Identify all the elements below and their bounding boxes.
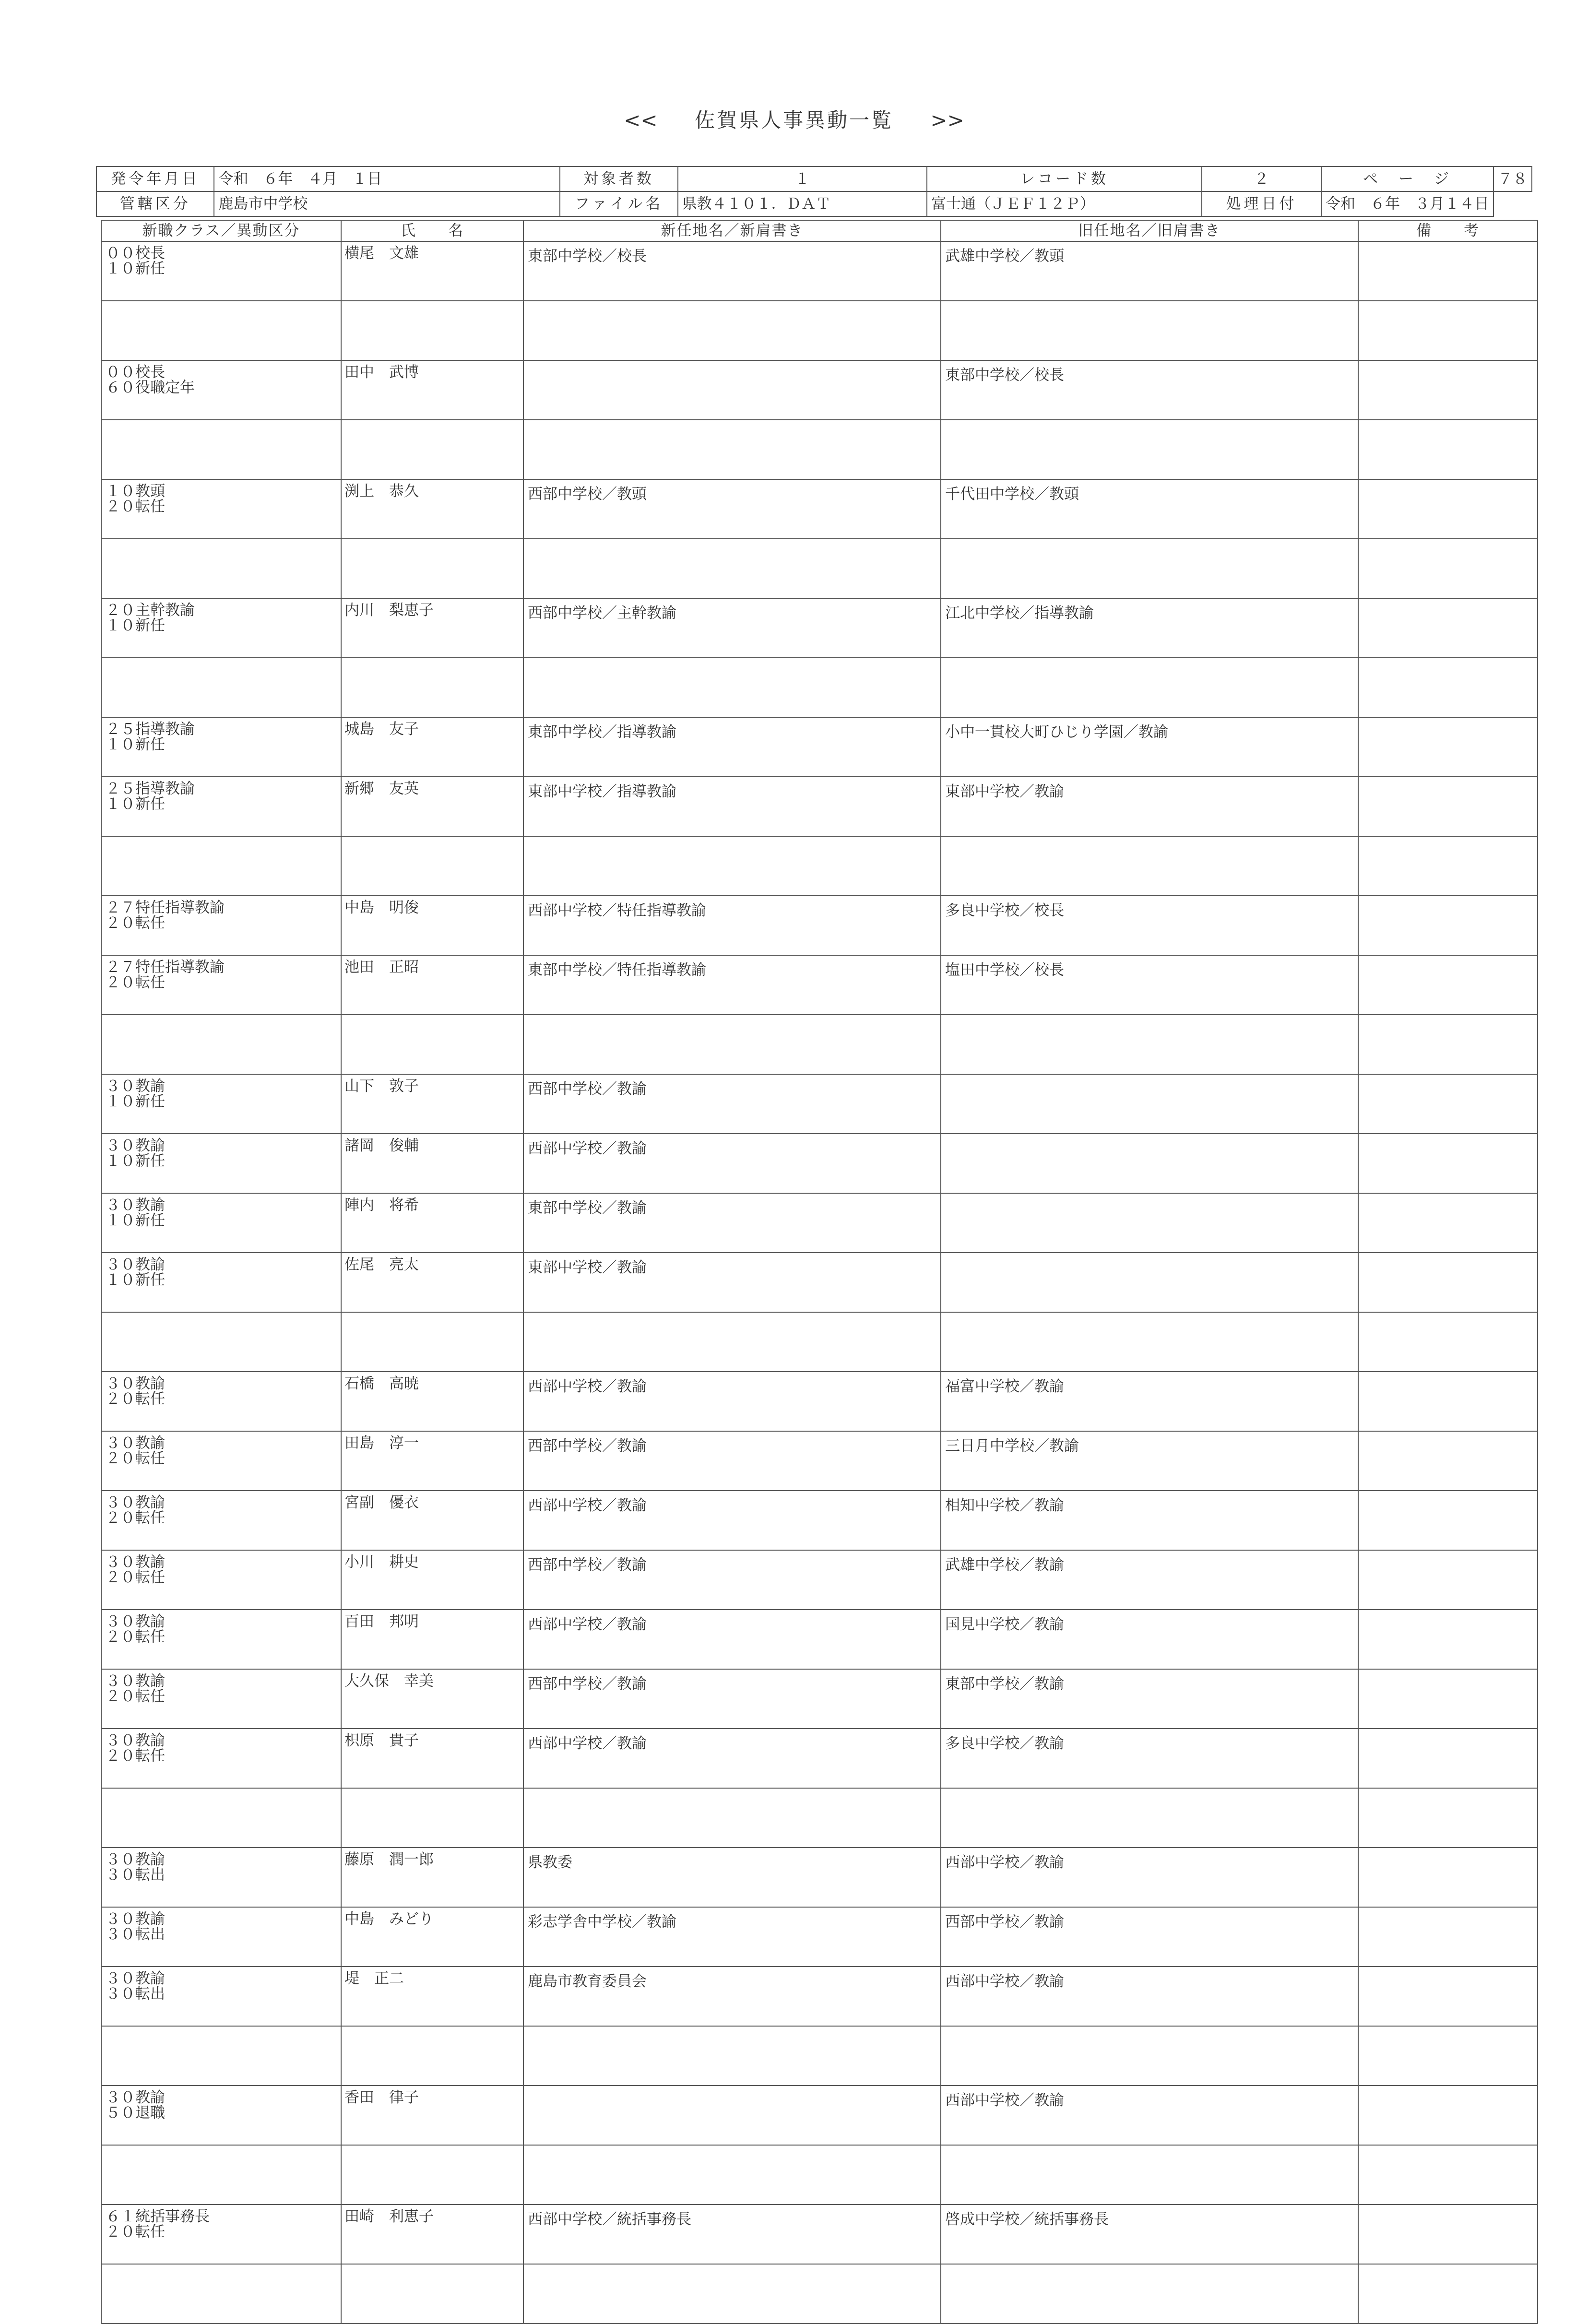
job-class: ２７特任指導教諭 [106, 959, 225, 976]
transfer-type: ２０転任 [106, 1450, 165, 1467]
old-post-cell [941, 301, 1358, 360]
name-cell: 田崎 利恵子 [341, 2205, 523, 2264]
remarks-cell [1358, 1550, 1538, 1610]
new-post-cell: 彩志学舎中学校／教諭 [523, 1907, 941, 1967]
remarks-cell [1358, 1074, 1538, 1134]
table-row [101, 1431, 1538, 1491]
process-date-value: 令和 ６年 ３月１４日 [1321, 191, 1493, 216]
class-cell [101, 360, 341, 420]
class-cell [101, 1669, 341, 1729]
job-class: １０教頭 [106, 483, 165, 500]
new-post-cell [523, 836, 941, 896]
header-info-table [96, 166, 1532, 217]
table-row [101, 658, 1538, 717]
job-class: ３０教諭 [106, 1672, 165, 1690]
remarks-cell [1358, 777, 1538, 836]
old-post-cell [941, 1134, 1358, 1193]
class-cell [101, 1015, 341, 1074]
class-cell [101, 1788, 341, 1848]
name-cell: 枳原 貴子 [341, 1729, 523, 1788]
transfer-type: １０新任 [106, 617, 165, 634]
transfer-type: １０新任 [106, 1093, 165, 1110]
table-row [101, 1967, 1538, 2026]
class-cell [101, 1610, 341, 1669]
name-cell: 渕上 恭久 [341, 479, 523, 539]
old-post-cell [941, 420, 1358, 479]
transfer-list-table [101, 220, 1538, 2324]
job-class: ２５指導教諭 [106, 721, 195, 738]
job-class: ３０教諭 [106, 1910, 165, 1928]
class-cell [101, 2145, 341, 2205]
old-post-cell: 国見中学校／教諭 [941, 1610, 1358, 1669]
old-post-cell: 東部中学校／教諭 [941, 777, 1358, 836]
name-cell [341, 836, 523, 896]
new-post-cell [523, 1788, 941, 1848]
class-cell [101, 2086, 341, 2145]
table-row [101, 777, 1538, 836]
name-cell: 百田 邦明 [341, 1610, 523, 1669]
new-post-cell [523, 1015, 941, 1074]
class-cell [101, 420, 341, 479]
remarks-cell [1358, 955, 1538, 1015]
table-row [101, 1134, 1538, 1193]
record-count-value: ２ [1202, 166, 1321, 191]
old-post-cell [941, 2264, 1358, 2324]
file-name-label: ファイル名 [560, 191, 677, 216]
new-post-cell: 西部中学校／教諭 [523, 1431, 941, 1491]
new-post-cell: 西部中学校／特任指導教諭 [523, 896, 941, 955]
table-row [101, 717, 1538, 777]
issue-date-value: 令和 ６年 ４月 １日 [214, 166, 560, 191]
old-post-cell: 西部中学校／教諭 [941, 1907, 1358, 1967]
job-class: ３０教諭 [106, 1553, 165, 1571]
target-count-value: １ [678, 166, 927, 191]
page-value: ７８ [1493, 166, 1532, 191]
transfer-type: ３０転出 [106, 1926, 165, 1943]
jurisdiction-value: 鹿島市中学校 [214, 191, 560, 216]
new-post-cell [523, 420, 941, 479]
class-cell [101, 539, 341, 598]
table-body [101, 241, 1538, 2324]
new-post-cell: 西部中学校／教諭 [523, 1372, 941, 1431]
name-cell: 内川 梨恵子 [341, 598, 523, 658]
new-post-cell: 東部中学校／教諭 [523, 1253, 941, 1312]
class-cell [101, 2026, 341, 2086]
transfer-type: ５０退職 [106, 2104, 165, 2122]
new-post-cell: 西部中学校／教諭 [523, 1610, 941, 1669]
job-class: ３０教諭 [106, 1851, 165, 1868]
table-row [101, 1610, 1538, 1669]
transfer-type: ３０転出 [106, 1866, 165, 1884]
job-class: ３０教諭 [106, 1613, 165, 1630]
old-post-cell: 啓成中学校／統括事務長 [941, 2205, 1358, 2264]
new-post-cell: 東部中学校／教諭 [523, 1193, 941, 1253]
new-post-cell: 東部中学校／校長 [523, 241, 941, 301]
table-row [101, 598, 1538, 658]
remarks-cell [1358, 1372, 1538, 1431]
old-post-cell [941, 1253, 1358, 1312]
remarks-cell [1358, 2205, 1538, 2264]
remarks-cell [1358, 1253, 1538, 1312]
name-cell: 田島 淳一 [341, 1431, 523, 1491]
transfer-type: ２０転任 [106, 974, 165, 991]
remarks-cell [1358, 2086, 1538, 2145]
job-class: ３０教諭 [106, 1435, 165, 1452]
class-cell [101, 1967, 341, 2026]
table-header-row [101, 220, 1538, 241]
new-post-cell: 西部中学校／教諭 [523, 1729, 941, 1788]
new-post-cell: 西部中学校／教頭 [523, 479, 941, 539]
name-cell: 横尾 文雄 [341, 241, 523, 301]
name-cell: 池田 正昭 [341, 955, 523, 1015]
class-cell [101, 717, 341, 777]
name-cell [341, 2264, 523, 2324]
table-row [101, 2264, 1538, 2324]
class-cell [101, 479, 341, 539]
job-class: ３０教諭 [106, 1256, 165, 1273]
table-row [101, 479, 1538, 539]
target-count-label: 対象者数 [560, 166, 677, 191]
old-post-cell [941, 658, 1358, 717]
transfer-type: １０新任 [106, 260, 165, 277]
remarks-cell [1358, 1431, 1538, 1491]
new-post-cell [523, 1312, 941, 1372]
table-row [101, 1253, 1538, 1312]
class-cell [101, 1907, 341, 1967]
class-cell [101, 1550, 341, 1610]
name-cell: 田中 武博 [341, 360, 523, 420]
old-post-cell: 多良中学校／校長 [941, 896, 1358, 955]
remarks-cell [1358, 301, 1538, 360]
issue-date-label: 発令年月日 [96, 166, 214, 191]
header-info-row-2 [96, 191, 1532, 216]
transfer-type: ２０転任 [106, 1747, 165, 1765]
table-row [101, 836, 1538, 896]
new-post-cell [523, 2086, 941, 2145]
job-class: ２５指導教諭 [106, 780, 195, 797]
table-row [101, 360, 1538, 420]
new-post-cell: 西部中学校／主幹教諭 [523, 598, 941, 658]
old-post-cell: 武雄中学校／教諭 [941, 1550, 1358, 1610]
new-post-cell [523, 2264, 941, 2324]
table-row [101, 1193, 1538, 1253]
name-cell: 宮副 優衣 [341, 1491, 523, 1550]
old-post-cell: 小中一貫校大町ひじり学園／教諭 [941, 717, 1358, 777]
old-post-cell [941, 2145, 1358, 2205]
transfer-type: １０新任 [106, 1271, 165, 1289]
table-row [101, 420, 1538, 479]
document-title [0, 105, 1588, 133]
new-post-cell: 東部中学校／特任指導教諭 [523, 955, 941, 1015]
new-post-cell: 西部中学校／教諭 [523, 1074, 941, 1134]
table-row [101, 896, 1538, 955]
remarks-cell [1358, 1729, 1538, 1788]
name-cell: 堤 正二 [341, 1967, 523, 2026]
new-post-cell [523, 658, 941, 717]
old-post-cell: 塩田中学校／校長 [941, 955, 1358, 1015]
old-post-cell [941, 836, 1358, 896]
name-cell [341, 2026, 523, 2086]
job-class: ００校長 [106, 245, 165, 262]
name-cell [341, 420, 523, 479]
table-row [101, 1372, 1538, 1431]
name-cell: 小川 耕史 [341, 1550, 523, 1610]
table-row [101, 241, 1538, 301]
old-post-cell: 東部中学校／教諭 [941, 1669, 1358, 1729]
new-post-cell [523, 2145, 941, 2205]
name-cell [341, 1015, 523, 1074]
name-cell [341, 539, 523, 598]
table-row [101, 1074, 1538, 1134]
class-cell [101, 836, 341, 896]
transfer-type: ２０転任 [106, 498, 165, 515]
name-cell [341, 301, 523, 360]
class-cell [101, 1372, 341, 1431]
table-row [101, 1907, 1538, 1967]
title-left-bracket: << [624, 108, 658, 132]
name-cell [341, 1312, 523, 1372]
column-header-name: 氏 名 [341, 220, 523, 241]
old-post-cell: 武雄中学校／教頭 [941, 241, 1358, 301]
class-cell [101, 896, 341, 955]
new-post-cell: 西部中学校／教諭 [523, 1669, 941, 1729]
new-post-cell: 東部中学校／指導教諭 [523, 777, 941, 836]
transfer-type: ６０役職定年 [106, 379, 195, 396]
remarks-cell [1358, 2026, 1538, 2086]
job-class: ２０主幹教諭 [106, 602, 195, 619]
class-cell [101, 658, 341, 717]
name-cell: 佐尾 亮太 [341, 1253, 523, 1312]
new-post-cell: 西部中学校／教諭 [523, 1491, 941, 1550]
remarks-cell [1358, 1788, 1538, 1848]
transfer-type: ２０転任 [106, 1390, 165, 1408]
class-cell [101, 1253, 341, 1312]
table-row [101, 1550, 1538, 1610]
name-cell: 中島 みどり [341, 1907, 523, 1967]
table-row [101, 539, 1538, 598]
remarks-cell [1358, 360, 1538, 420]
column-header-old-post: 旧任地名／旧肩書き [941, 220, 1358, 241]
old-post-cell [941, 1788, 1358, 1848]
job-class: ３０教諭 [106, 1078, 165, 1095]
table-row [101, 1312, 1538, 1372]
remarks-cell [1358, 836, 1538, 896]
job-class: ３０教諭 [106, 1970, 165, 1987]
table-row [101, 1848, 1538, 1907]
job-class: ６１統括事務長 [106, 2208, 210, 2225]
new-post-cell [523, 301, 941, 360]
new-post-cell [523, 360, 941, 420]
class-cell [101, 301, 341, 360]
table-row [101, 955, 1538, 1015]
process-date-label: 処理日付 [1202, 191, 1321, 216]
header-info-row-1 [96, 166, 1532, 191]
remarks-cell [1358, 1610, 1538, 1669]
old-post-cell [941, 539, 1358, 598]
file-name-value: 県教４１０１．ＤＡＴ [678, 191, 927, 216]
name-cell: 諸岡 俊輔 [341, 1134, 523, 1193]
name-cell [341, 658, 523, 717]
remarks-cell [1358, 2145, 1538, 2205]
class-cell [101, 1431, 341, 1491]
column-header-class: 新職クラス／異動区分 [101, 220, 341, 241]
old-post-cell: 三日月中学校／教諭 [941, 1431, 1358, 1491]
new-post-cell: 県教委 [523, 1848, 941, 1907]
class-cell [101, 1491, 341, 1550]
record-count-label: レコード数 [927, 166, 1202, 191]
remarks-cell [1358, 1669, 1538, 1729]
transfer-type: ３０転出 [106, 1985, 165, 2003]
jurisdiction-label: 管轄区分 [96, 191, 214, 216]
old-post-cell [941, 1074, 1358, 1134]
table-row [101, 301, 1538, 360]
remarks-cell [1358, 1193, 1538, 1253]
old-post-cell: 西部中学校／教諭 [941, 1967, 1358, 2026]
old-post-cell: 西部中学校／教諭 [941, 1848, 1358, 1907]
class-cell [101, 1729, 341, 1788]
page-label: ペ ー ジ [1321, 166, 1493, 191]
remarks-cell [1358, 896, 1538, 955]
remarks-cell [1358, 1848, 1538, 1907]
remarks-cell [1358, 658, 1538, 717]
class-cell [101, 1848, 341, 1907]
column-header-new-post: 新任地名／新肩書き [523, 220, 941, 241]
class-cell [101, 2205, 341, 2264]
remarks-cell [1358, 241, 1538, 301]
remarks-cell [1358, 479, 1538, 539]
remarks-cell [1358, 598, 1538, 658]
transfer-type: ２０転任 [106, 1688, 165, 1705]
class-cell [101, 1134, 341, 1193]
class-cell [101, 1312, 341, 1372]
table-row [101, 1788, 1538, 1848]
class-cell [101, 598, 341, 658]
new-post-cell [523, 2026, 941, 2086]
remarks-cell [1358, 539, 1538, 598]
table-row [101, 1015, 1538, 1074]
transfer-type: ２０転任 [106, 2223, 165, 2241]
job-class: ３０教諭 [106, 1732, 165, 1749]
system-value: 富士通（ＪＥＦ１２Ｐ） [927, 191, 1202, 216]
name-cell: 陣内 将希 [341, 1193, 523, 1253]
remarks-cell [1358, 420, 1538, 479]
old-post-cell: 江北中学校／指導教諭 [941, 598, 1358, 658]
job-class: ３０教諭 [106, 1494, 165, 1511]
job-class: ２７特任指導教諭 [106, 899, 225, 916]
transfer-type: ２０転任 [106, 1628, 165, 1646]
table-row [101, 1491, 1538, 1550]
new-post-cell: 鹿島市教育委員会 [523, 1967, 941, 2026]
name-cell: 大久保 幸美 [341, 1669, 523, 1729]
class-cell [101, 1074, 341, 1134]
table-row [101, 2205, 1538, 2264]
remarks-cell [1358, 1312, 1538, 1372]
title-text: 佐賀県人事異動一覧 [694, 108, 893, 132]
class-cell [101, 955, 341, 1015]
old-post-cell: 福富中学校／教諭 [941, 1372, 1358, 1431]
old-post-cell [941, 1193, 1358, 1253]
title-right-bracket: >> [930, 108, 964, 132]
name-cell [341, 1788, 523, 1848]
name-cell [341, 2145, 523, 2205]
job-class: ００校長 [106, 364, 165, 381]
old-post-cell: 多良中学校／教諭 [941, 1729, 1358, 1788]
remarks-cell [1358, 1907, 1538, 1967]
old-post-cell: 相知中学校／教諭 [941, 1491, 1358, 1550]
transfer-type: １０新任 [106, 795, 165, 813]
transfer-type: １０新任 [106, 1212, 165, 1229]
job-class: ３０教諭 [106, 1375, 165, 1392]
name-cell: 石橋 高暁 [341, 1372, 523, 1431]
class-cell [101, 241, 341, 301]
job-class: ３０教諭 [106, 1137, 165, 1154]
name-cell: 新郷 友英 [341, 777, 523, 836]
new-post-cell: 西部中学校／統括事務長 [523, 2205, 941, 2264]
remarks-cell [1358, 717, 1538, 777]
old-post-cell [941, 1312, 1358, 1372]
old-post-cell [941, 1015, 1358, 1074]
remarks-cell [1358, 1134, 1538, 1193]
old-post-cell [941, 2026, 1358, 2086]
column-header-remarks: 備 考 [1358, 220, 1538, 241]
table-row [101, 2145, 1538, 2205]
old-post-cell: 西部中学校／教諭 [941, 2086, 1358, 2145]
old-post-cell: 東部中学校／校長 [941, 360, 1358, 420]
job-class: ３０教諭 [106, 2089, 165, 2106]
new-post-cell [523, 539, 941, 598]
name-cell: 山下 敦子 [341, 1074, 523, 1134]
transfer-type: ２０転任 [106, 1509, 165, 1527]
name-cell: 藤原 潤一郎 [341, 1848, 523, 1907]
remarks-cell [1358, 1015, 1538, 1074]
new-post-cell: 西部中学校／教諭 [523, 1134, 941, 1193]
class-cell [101, 777, 341, 836]
transfer-type: ２０転任 [106, 1569, 165, 1586]
table-row [101, 2026, 1538, 2086]
class-cell [101, 1193, 341, 1253]
class-cell [101, 2264, 341, 2324]
remarks-cell [1358, 1491, 1538, 1550]
job-class: ３０教諭 [106, 1197, 165, 1214]
name-cell: 中島 明俊 [341, 896, 523, 955]
name-cell: 城島 友子 [341, 717, 523, 777]
table-row [101, 2086, 1538, 2145]
transfer-type: １０新任 [106, 736, 165, 753]
table-row [101, 1729, 1538, 1788]
old-post-cell: 千代田中学校／教頭 [941, 479, 1358, 539]
transfer-type: ２０転任 [106, 914, 165, 932]
table-row [101, 1669, 1538, 1729]
name-cell: 香田 律子 [341, 2086, 523, 2145]
remarks-cell [1358, 1967, 1538, 2026]
new-post-cell: 東部中学校／指導教諭 [523, 717, 941, 777]
transfer-type: １０新任 [106, 1152, 165, 1170]
new-post-cell: 西部中学校／教諭 [523, 1550, 941, 1610]
remarks-cell [1358, 2264, 1538, 2324]
